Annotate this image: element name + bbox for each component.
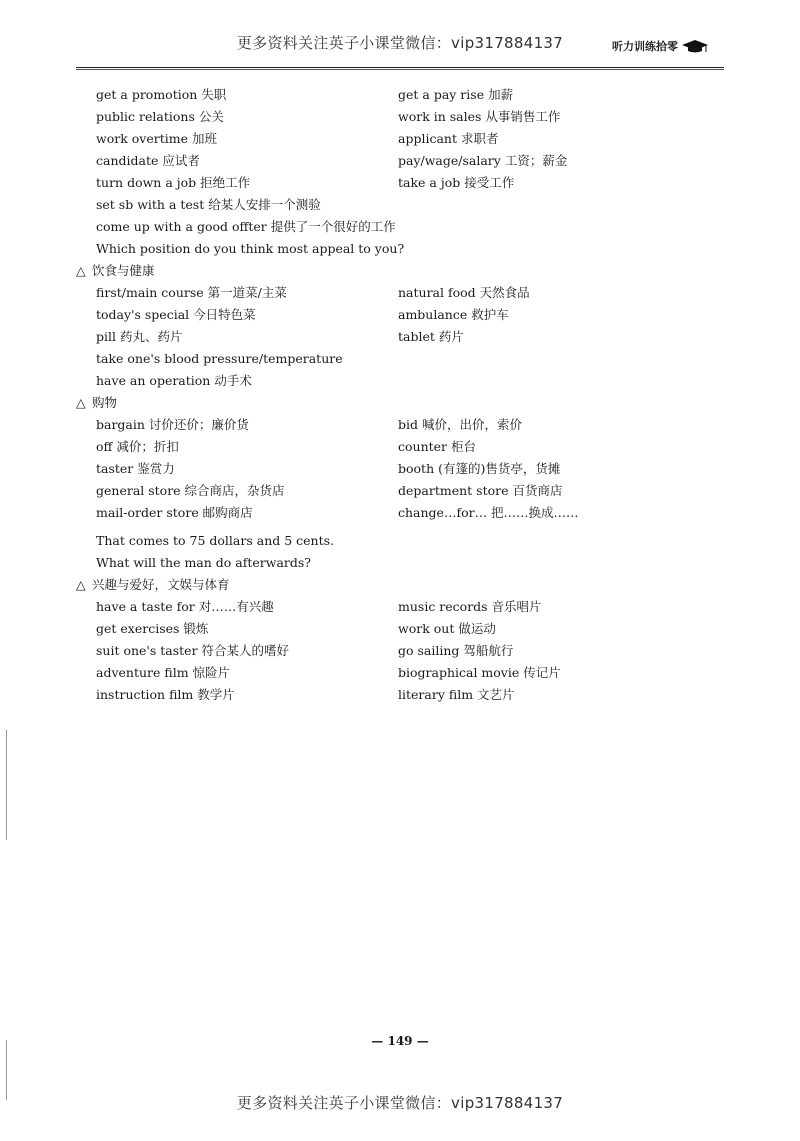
vocab-entry: have a taste for 对……有兴趣 — [96, 599, 274, 614]
vocab-entry: adventure film 惊险片 — [96, 665, 231, 680]
vocab-line — [96, 216, 706, 238]
vocab-entry: turn down a job 拒绝工作 — [96, 175, 251, 190]
vocab-entry: work in sales 从事销售工作 — [398, 109, 561, 124]
vocab-row — [96, 640, 706, 662]
section-heading — [76, 260, 706, 282]
triangle-icon: △ — [76, 577, 86, 592]
vocab-entry: tablet 药片 — [398, 329, 464, 344]
vocab-row — [96, 684, 706, 706]
triangle-icon: △ — [76, 395, 86, 410]
vocab-entry: take a job 接受工作 — [398, 175, 515, 190]
triangle-icon: △ — [76, 263, 86, 278]
vocab-entry: applicant 求职者 — [398, 131, 499, 146]
vocab-entry: counter 柜台 — [398, 439, 476, 454]
vocab-entry: department store 百货商店 — [398, 483, 563, 498]
vocab-row — [96, 662, 706, 684]
vocab-entry: get exercises 锻炼 — [96, 621, 209, 636]
vocab-row — [96, 502, 706, 524]
vocab-entry: suit one's taster 符合某人的嗜好 — [96, 643, 290, 658]
vocab-line — [96, 238, 706, 260]
header-title: 听力训练拾零 — [612, 40, 678, 53]
page-edge-line — [6, 730, 7, 840]
vocab-sentence: set sb with a test 给某人安排一个测验 — [96, 197, 321, 212]
vocab-sentence: Which position do you think most appeal to you? — [96, 241, 405, 256]
vocab-entry: natural food 天然食品 — [398, 285, 530, 300]
bottom-watermark: 更多资料关注英子小课堂微信：vip317884137 — [236, 1094, 564, 1112]
vocab-entry: public relations 公关 — [96, 109, 224, 124]
vocabulary-list — [76, 84, 706, 706]
vocab-row — [96, 326, 706, 348]
vocab-entry: general store 综合商店，杂货店 — [96, 483, 285, 498]
vocab-row — [96, 480, 706, 502]
section-title: 购物 — [92, 395, 118, 410]
section-heading — [76, 574, 706, 596]
vocab-line — [96, 348, 706, 370]
running-header — [612, 38, 710, 54]
vocab-row — [96, 436, 706, 458]
section-title: 兴趣与爱好，文娱与体育 — [92, 577, 230, 592]
page-number: — 149 — — [371, 1034, 429, 1048]
vocab-row — [96, 128, 706, 150]
vocab-entry: bid 喊价，出价，索价 — [398, 417, 522, 432]
vocab-entry: work overtime 加班 — [96, 131, 217, 146]
vocab-row — [96, 618, 706, 640]
vocab-entry: booth (有篷的)售货亭，货摊 — [398, 461, 561, 476]
vocab-entry: ambulance 救护车 — [398, 307, 509, 322]
vocab-row — [96, 304, 706, 326]
vocab-row — [96, 84, 706, 106]
vocab-entry: literary film 文艺片 — [398, 687, 515, 702]
vocab-entry: change…for… 把……换成…… — [398, 505, 579, 520]
page-edge-line — [6, 1040, 7, 1100]
vocab-row — [96, 414, 706, 436]
section-heading — [76, 392, 706, 414]
vocab-entry: mail-order store 邮购商店 — [96, 505, 253, 520]
vocab-row — [96, 150, 706, 172]
vocab-entry: first/main course 第一道菜/主菜 — [96, 285, 287, 300]
vocab-entry: music records 音乐唱片 — [398, 599, 542, 614]
vocab-entry: bargain 讨价还价；廉价货 — [96, 417, 249, 432]
vocab-entry: go sailing 驾船航行 — [398, 643, 514, 658]
section-title: 饮食与健康 — [92, 263, 155, 278]
vocab-entry: biographical movie 传记片 — [398, 665, 561, 680]
vocab-entry: pill 药丸、药片 — [96, 329, 183, 344]
top-watermark: 更多资料关注英子小课堂微信：vip317884137 — [236, 34, 564, 52]
graduation-cap-icon — [680, 38, 710, 54]
vocab-sentence: take one's blood pressure/temperature — [96, 351, 343, 366]
vocab-row — [96, 458, 706, 480]
vocab-entry: get a promotion 失职 — [96, 87, 227, 102]
vocab-sentence: have an operation 动手术 — [96, 373, 252, 388]
vocab-entry: taster 鉴赏力 — [96, 461, 175, 476]
vocab-entry: pay/wage/salary 工资；薪金 — [398, 153, 568, 168]
vocab-sentence: come up with a good offter 提供了一个很好的工作 — [96, 219, 396, 234]
vocab-entry: get a pay rise 加薪 — [398, 87, 514, 102]
vocab-line — [96, 552, 706, 574]
vocab-entry: today's special 今日特色菜 — [96, 307, 256, 322]
vocab-line — [96, 194, 706, 216]
vocab-row — [96, 106, 706, 128]
vocab-sentence: That comes to 75 dollars and 5 cents. — [96, 533, 335, 548]
vocab-row — [96, 596, 706, 618]
vocab-line — [96, 370, 706, 392]
vocab-entry: off 减价；折扣 — [96, 439, 179, 454]
header-rule — [76, 67, 724, 70]
vocab-sentence: What will the man do afterwards? — [96, 555, 312, 570]
vocab-entry: candidate 应试者 — [96, 153, 200, 168]
vocab-entry: work out 做运动 — [398, 621, 496, 636]
vocab-row — [96, 282, 706, 304]
vocab-line — [96, 530, 706, 552]
vocab-entry: instruction film 教学片 — [96, 687, 235, 702]
vocab-row — [96, 172, 706, 194]
